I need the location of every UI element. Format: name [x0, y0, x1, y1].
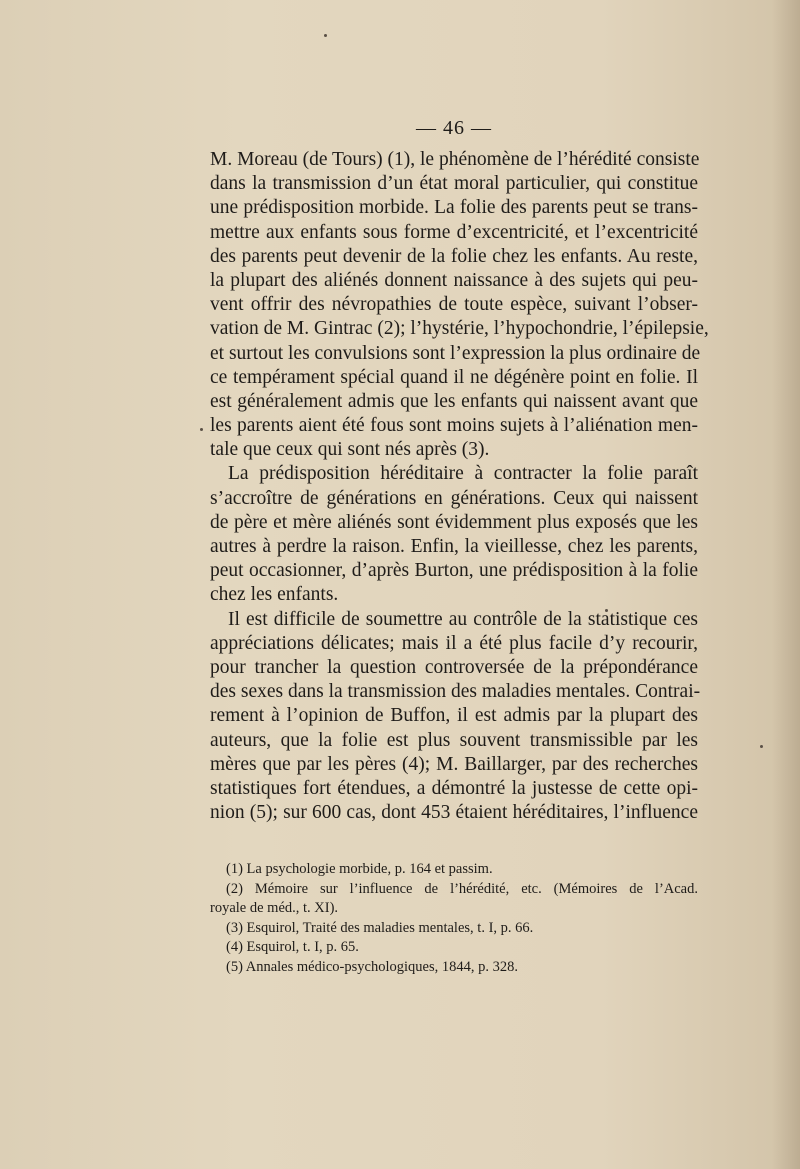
text-line: est généralement admis que les enfants qui naissent avant que — [210, 390, 698, 412]
text-line: de père et mère aliénés sont évidemment plus exposés que les — [210, 511, 698, 533]
text-line: rement à l’opinion de Buffon, il est admis par la plupart des — [210, 705, 698, 727]
ink-speck — [324, 34, 327, 37]
text-line: vent offrir des névropathies de toute espèce, suivant l’obser- — [210, 294, 698, 316]
footnote-2: (2) Mémoire sur l’influence de l’hérédité, etc. (Mémoires de l’Acad. — [226, 880, 698, 897]
text-line: chez les enfants. — [210, 584, 339, 606]
footnote-4: (4) Esquirol, t. I, p. 65. — [226, 939, 359, 956]
text-line: M. Moreau (de Tours) (1), le phénomène de l’hérédité consiste — [210, 149, 700, 170]
text-line: ce tempérament spécial quand il ne dégénère point en folie. Il — [210, 366, 698, 388]
text-line: autres à perdre la raison. Enfin, la vieillesse, chez les parents, — [210, 536, 698, 557]
text-line: tale que ceux qui sont nés après (3). — [210, 439, 490, 461]
text-line: une prédisposition morbide. La folie des parents peut se trans- — [210, 197, 698, 219]
footnote-5: (5) Annales médico-psychologiques, 1844, p. 328. — [226, 958, 518, 975]
footnote-2-continued: royale de méd., t. XI). — [210, 900, 339, 917]
footnote-3: (3) Esquirol, Traité des maladies mentales, t. I, p. 66. — [226, 919, 534, 936]
text-line: peut occasionner, d’après Burton, une prédisposition à la folie — [210, 560, 698, 582]
text-line: mères que par les pères (4); M. Baillarger, par des recherches — [210, 753, 698, 775]
ink-speck — [200, 428, 203, 431]
page-number: — 46 — — [416, 117, 492, 139]
paragraph-start-line: Il est difficile de soumettre au contrôle de la statistique ces — [228, 608, 698, 630]
text-line: vation de M. Gintrac (2); l’hystérie, l’hypochondrie, l’épilepsie, — [210, 318, 709, 340]
ink-speck — [760, 745, 763, 748]
text-line: pour trancher la question controversée de la prépondérance — [210, 656, 698, 678]
text-line: auteurs, que la folie est plus souvent transmissible par les — [210, 729, 698, 751]
body-text — [210, 148, 709, 825]
text-line: et surtout les convulsions sont l’expression la plus ordinaire de — [210, 342, 701, 364]
footnote-1: (1) La psychologie morbide, p. 164 et passim. — [226, 861, 493, 877]
text-line: des parents peut devenir de la folie chez les enfants. Au reste, — [210, 245, 698, 267]
text-line: les parents aient été fous sont moins sujets à l’aliénation men- — [210, 415, 698, 437]
paragraph-start-line: La prédisposition héréditaire à contracter la folie paraît — [228, 463, 698, 485]
text-line: des sexes dans la transmission des maladies mentales. Contrai- — [210, 681, 701, 703]
text-line: statistiques fort étendues, a démontré la justesse de cette opi- — [210, 777, 698, 799]
text-line: mettre aux enfants sous forme d’excentricité, et l’excentricité — [210, 221, 698, 243]
page-edge-shadow — [772, 0, 800, 1169]
text-line: la plupart des aliénés donnent naissance à des sujets qui peu- — [210, 269, 698, 291]
text-line: nion (5); sur 600 cas, dont 453 étaient héréditaires, l’influence — [210, 802, 698, 824]
footnotes — [210, 860, 698, 978]
text-line: s’accroître de générations en générations. Ceux qui naissent — [210, 487, 698, 509]
text-line: appréciations délicates; mais il a été plus facile d’y recourir, — [210, 632, 698, 654]
text-line: dans la transmission d’un état moral particulier, qui constitue — [210, 173, 698, 195]
